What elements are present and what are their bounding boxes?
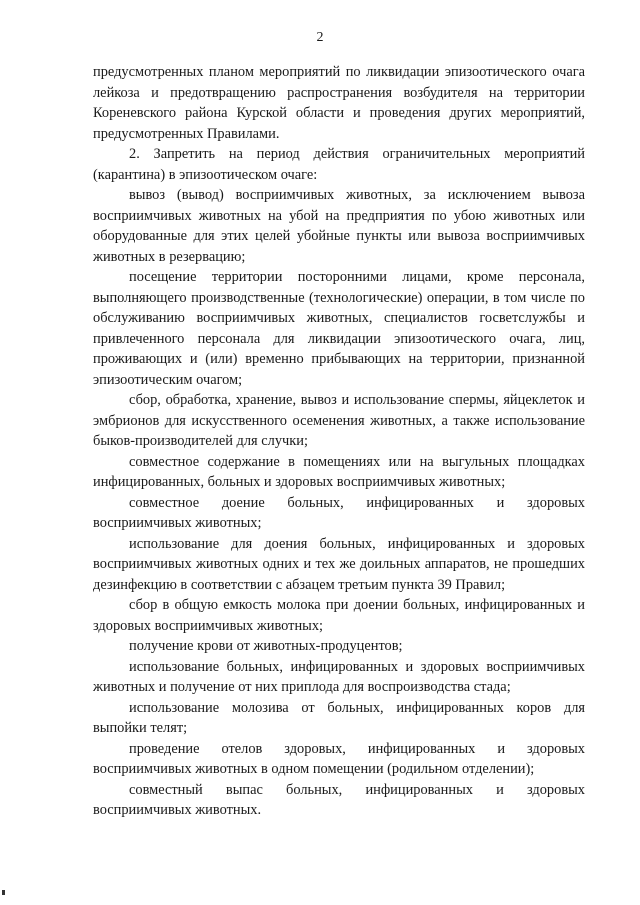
paragraph-continuation: предусмотренных планом мероприятий по ликвидации эпизоотического очага лейкоза и предотвращению распространения возбудителя на территории Кореневского района Курской области и проведения других мероприятий, предусмотренных Правилами.: [93, 64, 585, 142]
paragraph-prohibition-sperm: сбор, обработка, хранение, вывоз и использование спермы, яйцеклеток и эмбрионов для искусственного осеменения животных, а также использование быков-производителей для случки;: [93, 392, 585, 449]
page-number: 2: [316, 30, 324, 45]
document-body: [93, 62, 585, 821]
paragraph-prohibition-export: вывоз (вывод) восприимчивых животных, за исключением вывоза восприимчивых животных на убой на предприятия по убою животных или оборудованные для этих целей убойные пункты или вывоза восприимчивых животных в резервацию;: [93, 187, 585, 265]
paragraph-prohibition-colostrum: использование молозива от больных, инфицированных коров для выпойки телят;: [93, 699, 585, 736]
paragraph-prohibition-milking-machines: использование для доения больных, инфицированных и здоровых восприимчивых животных одних и тех же доильных аппаратов, не прошедших дезинфекцию в соответствии с абзацем третьим пункта 39 Правил;: [93, 535, 585, 593]
paragraph-prohibition-grazing: совместный выпас больных, инфицированных и здоровых восприимчивых животных.: [93, 781, 585, 818]
paragraph-prohibition-blood: получение крови от животных-продуцентов;: [129, 638, 403, 654]
paragraph-item-2: 2. Запретить на период действия ограничительных мероприятий (карантина) в эпизоотическом очаге:: [93, 146, 585, 183]
paragraph-prohibition-visits: посещение территории посторонними лицами, кроме персонала, выполняющего производственные (технологические) операции, в том числе по обслуживанию восприимчивых животных, специалистов госветслужбы и привлеченного персонала для ликвидации эпизоотического очага, лиц, проживающих и (или) временно прибывающих на территории, признанной эпизоотическим очагом;: [93, 269, 585, 388]
scan-margin-mark: [2, 890, 5, 895]
paragraph-prohibition-calving: проведение отелов здоровых, инфицированных и здоровых восприимчивых животных в одном помещении (родильном отделении);: [93, 740, 585, 777]
paragraph-prohibition-joint-milking: совместное доение больных, инфицированных и здоровых восприимчивых животных;: [93, 494, 585, 531]
paragraph-prohibition-breeding: использование больных, инфицированных и здоровых восприимчивых животных и получение от них приплода для воспроизводства стада;: [93, 658, 585, 695]
paragraph-prohibition-milk-collection: сбор в общую емкость молока при доении больных, инфицированных и здоровых восприимчивых животных;: [93, 597, 585, 634]
paragraph-prohibition-joint-keeping: совместное содержание в помещениях или на выгульных площадках инфицированных, больных и здоровых восприимчивых животных;: [93, 453, 585, 490]
